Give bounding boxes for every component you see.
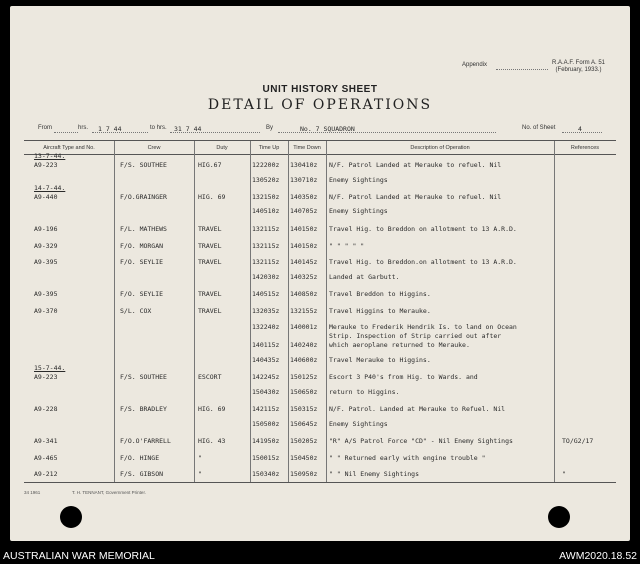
crew-cell: F/O.O'FARRELL — [120, 437, 171, 445]
time-up-cell: 142115z — [252, 405, 280, 413]
time-up-cell: 130520z — [252, 176, 280, 184]
description-cell: Enemy Sightings — [329, 420, 388, 428]
squadron-name: No. 7 SQUADRON — [300, 125, 355, 133]
duty-cell: ESCORT — [198, 373, 222, 381]
time-up-cell: 150015z — [252, 454, 280, 462]
caption-bar — [0, 548, 640, 564]
from-date-line — [92, 132, 148, 133]
description-cell: Enemy Sightings — [329, 176, 388, 184]
time-down-cell: 140240z — [290, 341, 318, 349]
crew-cell: F/S. BRADLEY — [120, 405, 167, 413]
crew-cell: F/L. MATHEWS — [120, 225, 167, 233]
time-down-cell: 140145z — [290, 258, 318, 266]
crew-cell: F/S. SOUTHEE — [120, 161, 167, 169]
duty-cell: TRAVEL — [198, 225, 222, 233]
punch-hole — [60, 506, 82, 528]
description-cell: Escort 3 P40's from Hig. to Wards. and — [329, 373, 478, 381]
duty-cell: HIG. 69 — [198, 193, 226, 201]
col-description: Description of Operation — [326, 141, 554, 155]
sheet-title: DETAIL OF OPERATIONS — [207, 97, 433, 113]
col-time-down: Time Down — [288, 141, 326, 155]
crew-cell: F/O. SEYLIE — [120, 290, 164, 298]
time-up-cell: 132035z — [252, 307, 280, 315]
from-date: 1 7 44 — [98, 125, 122, 133]
divider — [288, 141, 289, 482]
from-label: From — [38, 125, 52, 131]
description-cell: N/F. Patrol Landed at Merauke to refuel. Nil — [329, 193, 502, 201]
time-up-cell: 142030z — [252, 273, 280, 281]
aircraft-cell: A9-395 — [34, 258, 58, 266]
time-up-cell: 150340z — [252, 470, 280, 478]
form-ref-line2: (February, 1933.) — [555, 67, 602, 73]
print-code: 34 1961 — [24, 490, 41, 495]
time-up-cell: 140510z — [252, 207, 280, 215]
crew-cell: F/S. GIBSON — [120, 470, 164, 478]
description-cell: N/F. Patrol. Landed at Merauke to Refuel. Nil — [329, 405, 506, 413]
description-cell: " " Returned early with engine trouble " — [329, 454, 486, 462]
date-cell: 13-7-44. — [34, 152, 66, 160]
description-cell: "R" A/S Patrol Force "CD" - Nil Enemy Sightings — [329, 437, 513, 445]
duty-cell: TRAVEL — [198, 258, 222, 266]
sheet-number: 4 — [578, 125, 582, 133]
time-down-cell: 150205z — [290, 437, 318, 445]
duty-cell: HIG. 69 — [198, 405, 226, 413]
description-cell: N/F. Patrol Landed at Merauke to refuel. Nil — [329, 161, 502, 169]
col-time-up: Time Up — [250, 141, 288, 155]
duty-cell: " — [198, 454, 202, 462]
time-up-cell: 132240z — [252, 323, 280, 331]
date-cell: 14-7-44. — [34, 184, 66, 192]
time-down-cell: 130710z — [290, 176, 318, 184]
time-down-cell: 150315z — [290, 405, 318, 413]
aircraft-cell: A9-440 — [34, 193, 58, 201]
description-cell: Travel Breddon to Higgins. — [329, 290, 431, 298]
time-down-cell: 130410z — [290, 161, 318, 169]
duty-cell: TRAVEL — [198, 307, 222, 315]
description-cell: Travel Merauke to Higgins. — [329, 356, 431, 364]
crew-cell: F/S. SOUTHEE — [120, 373, 167, 381]
operations-table — [24, 140, 616, 483]
aircraft-cell: A9-370 — [34, 307, 58, 315]
description-cell: Travel Higgins to Merauke. — [329, 307, 431, 315]
description-cell: Travel Hig. to Breddon.on allotment to 13 A.R.D. — [329, 258, 517, 266]
date-cell: 15-7-44. — [34, 364, 66, 372]
punch-hole — [548, 506, 570, 528]
time-down-cell: 140150z — [290, 242, 318, 250]
description-cell: Landed at Garbutt. — [329, 273, 400, 281]
aircraft-cell: A9-395 — [34, 290, 58, 298]
time-down-cell: 132155z — [290, 307, 318, 315]
description-cell: " " Nil Enemy Sightings — [329, 470, 420, 478]
divider — [326, 141, 327, 482]
description-cell: Strip. Inspection of Strip carried out after — [329, 332, 502, 340]
reference-cell: " — [562, 470, 566, 478]
description-cell: Travel Hig. to Breddon on allotment to 13 A.R.D. — [329, 225, 517, 233]
time-up-cell: 142245z — [252, 373, 280, 381]
duty-cell: TRAVEL — [198, 290, 222, 298]
archive-id: AWM2020.18.52 — [559, 550, 637, 562]
time-up-cell: 122200z — [252, 161, 280, 169]
duty-cell: HIG.67 — [198, 161, 222, 169]
time-down-cell: 150125z — [290, 373, 318, 381]
description-cell: Merauke to Frederik Hendrik Is. to land on Ocean — [329, 323, 517, 331]
printer-credit: T. H. TENNANT, Government Printer. — [72, 490, 146, 495]
time-down-cell: 150645z — [290, 420, 318, 428]
time-up-cell: 141950z — [252, 437, 280, 445]
divider — [114, 141, 115, 482]
aircraft-cell: A9-223 — [34, 373, 58, 381]
col-aircraft: Aircraft Type and No. — [24, 141, 114, 155]
crew-cell: F/O. HINGE — [120, 454, 160, 462]
col-crew: Crew — [114, 141, 194, 155]
description-cell: which aeroplane returned to Merauke. — [329, 341, 470, 349]
aircraft-cell: A9-196 — [34, 225, 58, 233]
duty-cell: " — [198, 470, 202, 478]
time-up-cell: 140435z — [252, 356, 280, 364]
reference-cell: TO/G2/17 — [562, 437, 594, 445]
divider — [194, 141, 195, 482]
description-cell: " " " " " — [329, 242, 365, 250]
aircraft-cell: A9-465 — [34, 454, 58, 462]
time-up-cell: 132115z — [252, 258, 280, 266]
crew-cell: F/O. SEYLIE — [120, 258, 164, 266]
sheet-number-label: No. of Sheet — [522, 125, 556, 131]
time-down-cell: 140600z — [290, 356, 318, 364]
time-down-cell: 140705z — [290, 207, 318, 215]
description-cell: Enemy Sightings — [329, 207, 388, 215]
col-references: References — [554, 141, 616, 155]
aircraft-cell: A9-329 — [34, 242, 58, 250]
time-up-cell: 132115z — [252, 242, 280, 250]
time-up-cell: 150500z — [252, 420, 280, 428]
from-line — [54, 132, 78, 133]
time-down-cell: 140150z — [290, 225, 318, 233]
by-label: By — [266, 125, 274, 131]
time-down-cell: 150950z — [290, 470, 318, 478]
time-down-cell: 140325z — [290, 273, 318, 281]
time-up-cell: 132150z — [252, 193, 280, 201]
description-cell: return to Higgins. — [329, 388, 400, 396]
form-reference — [552, 60, 605, 74]
col-duty: Duty — [194, 141, 250, 155]
sheet-subtitle: UNIT HISTORY SHEET — [262, 84, 378, 95]
duty-cell: TRAVEL — [198, 242, 222, 250]
hrs-label: hrs. — [78, 125, 89, 131]
time-down-cell: 140850z — [290, 290, 318, 298]
sheet-line — [562, 132, 602, 133]
duty-cell: HIG. 43 — [198, 437, 226, 445]
to-date-line — [170, 132, 260, 133]
archive-name: AUSTRALIAN WAR MEMORIAL — [3, 550, 155, 562]
crew-cell: F/O.GRAINGER — [120, 193, 167, 201]
time-up-cell: 140515z — [252, 290, 280, 298]
appendix-line — [496, 69, 548, 70]
aircraft-cell: A9-228 — [34, 405, 58, 413]
aircraft-cell: A9-341 — [34, 437, 58, 445]
crew-cell: F/O. MORGAN — [120, 242, 164, 250]
time-down-cell: 140001z — [290, 323, 318, 331]
divider — [250, 141, 251, 482]
aircraft-cell: A9-223 — [34, 161, 58, 169]
time-up-cell: 150430z — [252, 388, 280, 396]
appendix-label: Appendix — [462, 62, 488, 68]
to-hrs-label: to hrs. — [150, 125, 167, 131]
to-date: 31 7 44 — [174, 125, 202, 133]
aircraft-cell: A9-212 — [34, 470, 58, 478]
time-up-cell: 132115z — [252, 225, 280, 233]
time-up-cell: 140115z — [252, 341, 280, 349]
divider — [554, 141, 555, 482]
time-down-cell: 140350z — [290, 193, 318, 201]
time-down-cell: 150450z — [290, 454, 318, 462]
time-down-cell: 150650z — [290, 388, 318, 396]
by-line — [278, 132, 496, 133]
crew-cell: S/L. COX — [120, 307, 152, 315]
form-ref-line1: R.A.A.F. Form A. 51 — [552, 60, 606, 66]
